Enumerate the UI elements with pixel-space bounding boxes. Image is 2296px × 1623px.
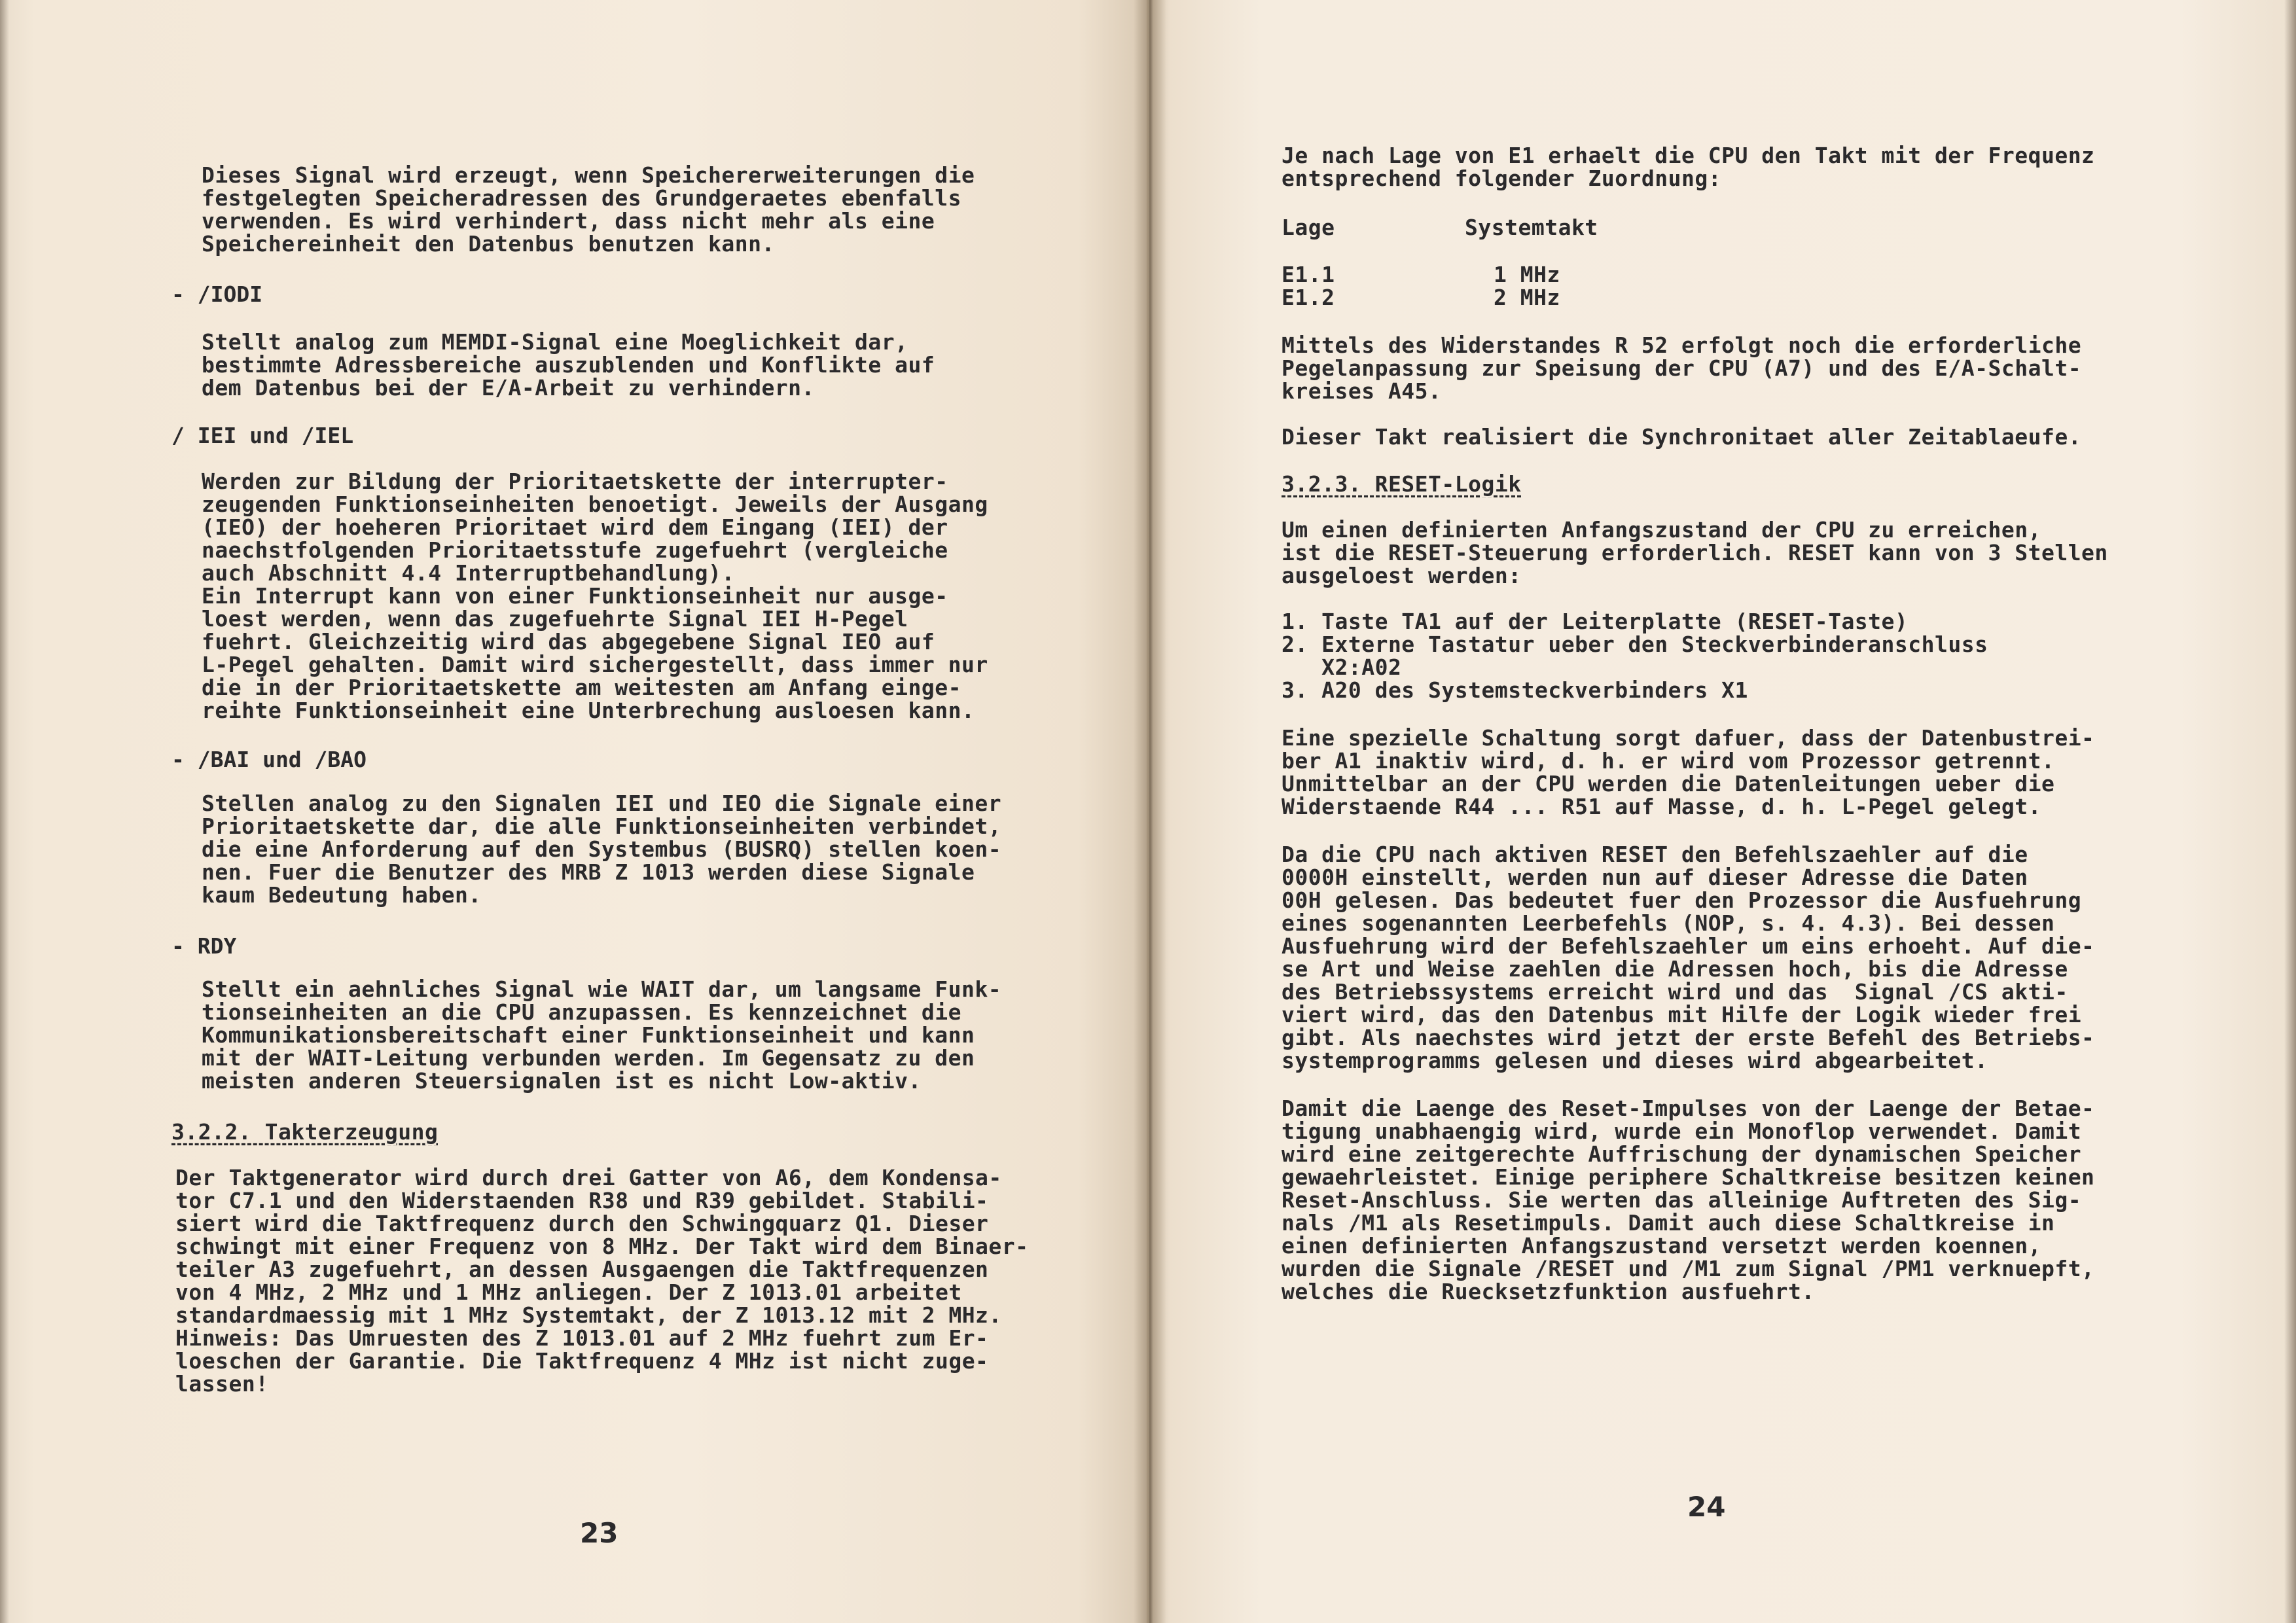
page-edge-left: [0, 0, 9, 1623]
book-gutter: [1134, 0, 1166, 1623]
text-line: bestimmte Adressbereiche auszublenden und Konflikte auf: [202, 352, 935, 378]
text-line: siert wird die Taktfrequenz durch den Schwingquarz Q1. Dieser: [175, 1211, 989, 1236]
text-line: kreises A45.: [1282, 378, 1442, 404]
text-line: teiler A3 zugefuehrt, an dessen Ausgaengen die Taktfrequenzen: [175, 1257, 989, 1282]
text-line: lassen!: [175, 1371, 269, 1397]
list-item: 2. Externe Tastatur ueber den Steckverbinderanschluss: [1282, 632, 1988, 657]
table-cell: 2 MHz: [1494, 285, 1560, 310]
text-line: Stellt analog zum MEMDI-Signal eine Moeglichkeit dar,: [202, 329, 908, 355]
text-line: Unmittelbar an der CPU werden die Datenleitungen ueber die: [1282, 771, 2055, 796]
text-line: gibt. Als naechstes wird jetzt der erste Befehl des Betriebs-: [1282, 1025, 2095, 1050]
list-item: 1. Taste TA1 auf der Leiterplatte (RESET-Taste): [1282, 609, 1909, 634]
text-line: Werden zur Bildung der Prioritaetskette der interrupter-: [202, 469, 948, 494]
text-line: loeschen der Garantie. Die Taktfrequenz 4 MHz ist nicht zuge-: [175, 1348, 989, 1374]
page-number-right: 24: [1687, 1491, 1726, 1523]
text-line: einen definierten Anfangszustand versetzt werden koennen,: [1282, 1233, 2041, 1258]
text-line: nen. Fuer die Benutzer des MRB Z 1013 werden diese Signale: [202, 859, 975, 885]
text-line: dem Datenbus bei der E/A-Arbeit zu verhindern.: [202, 375, 815, 401]
text-line: welches die Ruecksetzfunktion ausfuehrt.: [1282, 1279, 1815, 1304]
text-line: se Art und Weise zaehlen die Adressen hoch, bis die Adresse: [1282, 956, 2068, 982]
section-heading-takterzeugung: 3.2.2. Takterzeugung: [171, 1119, 439, 1145]
text-line: von 4 MHz, 2 MHz und 1 MHz anliegen. Der Z 1013.01 arbeitet: [175, 1279, 962, 1305]
text-line: Da die CPU nach aktiven RESET den Befehlszaehler auf die: [1282, 842, 2028, 867]
signal-heading-iei: / IEI und /IEL: [171, 423, 354, 448]
text-line: nals /M1 als Resetimpuls. Damit auch diese Schaltkreise in: [1282, 1210, 2055, 1236]
text-line: Stellt ein aehnliches Signal wie WAIT dar, um langsame Funk-: [202, 976, 1002, 1002]
text-line: loest werden, wenn das zugefuehrte Signal IEI H-Pegel: [202, 606, 908, 632]
list-item: 3. A20 des Systemsteckverbinders X1: [1282, 677, 1748, 703]
list-item: X2:A02: [1282, 654, 1402, 680]
page-number-left: 23: [580, 1517, 619, 1549]
text-line: Reset-Anschluss. Sie werten das alleinige Auftreten des Sig-: [1282, 1187, 2082, 1213]
text-line: gewaehrleistet. Einige periphere Schaltkreise besitzen keinen: [1282, 1164, 2095, 1190]
text-line: Je nach Lage von E1 erhaelt die CPU den Takt mit der Frequenz: [1282, 143, 2095, 168]
text-line: Eine spezielle Schaltung sorgt dafuer, dass der Datenbustrei-: [1282, 725, 2095, 751]
text-line: 0000H einstellt, werden nun auf dieser Adresse die Daten: [1282, 865, 2028, 890]
table-header: Lage: [1282, 215, 1335, 240]
text-line: viert wird, das den Datenbus mit Hilfe der Logik wieder frei: [1282, 1002, 2082, 1027]
text-line: des Betriebssystems erreicht wird und das Signal /CS akti-: [1282, 979, 2068, 1005]
text-line: Hinweis: Das Umruesten des Z 1013.01 auf 2 MHz fuehrt zum Er-: [175, 1325, 989, 1351]
text-line: Widerstaende R44 ... R51 auf Masse, d. h. L-Pegel gelegt.: [1282, 794, 2041, 819]
text-line: eines sogenannten Leerbefehls (NOP, s. 4. 4.3). Bei dessen: [1282, 910, 2055, 936]
text-line: Speichereinheit den Datenbus benutzen kann.: [202, 231, 775, 257]
text-line: die in der Prioritaetskette am weitesten am Anfang einge-: [202, 675, 961, 700]
table-header: Systemtakt: [1465, 215, 1598, 240]
text-line: wurden die Signale /RESET und /M1 zum Signal /PM1 verknuepft,: [1282, 1256, 2095, 1281]
text-line: Kommunikationsbereitschaft einer Funktionseinheit und kann: [202, 1022, 975, 1048]
text-line: meisten anderen Steuersignalen ist es nicht Low-aktiv.: [202, 1068, 922, 1094]
text-line: reihte Funktionseinheit eine Unterbrechung ausloesen kann.: [202, 698, 975, 723]
text-line: zeugenden Funktionseinheiten benoetigt. Jeweils der Ausgang: [202, 491, 988, 517]
text-line: Pegelanpassung zur Speisung der CPU (A7) und des E/A-Schalt-: [1282, 355, 2082, 381]
table-cell: E1.1: [1282, 262, 1335, 287]
text-line: Stellen analog zu den Signalen IEI und IEO die Signale einer: [202, 791, 1002, 816]
text-line: Der Taktgenerator wird durch drei Gatter von A6, dem Kondensa-: [175, 1165, 1002, 1190]
text-line: Dieses Signal wird erzeugt, wenn Speichererweiterungen die: [202, 162, 975, 188]
signal-heading-bai: - /BAI und /BAO: [171, 747, 367, 772]
right-para2: Dieser Takt realisiert die Synchronitaet aller Zeitablaeufe.: [1282, 424, 2082, 450]
text-line: wird eine zeitgerechte Auffrischung der dynamischen Speicher: [1282, 1141, 2082, 1167]
text-line: ber A1 inaktiv wird, d. h. er wird vom Prozessor getrennt.: [1282, 748, 2055, 774]
text-line: Prioritaetskette dar, die alle Funktionseinheiten verbindet,: [202, 813, 1002, 839]
text-line: kaum Bedeutung haben.: [202, 882, 482, 908]
text-line: ausgeloest werden:: [1282, 563, 1522, 588]
text-line: fuehrt. Gleichzeitig wird das abgegebene Signal IEO auf: [202, 629, 935, 654]
text-line: Ein Interrupt kann von einer Funktionseinheit nur ausge-: [202, 583, 948, 609]
table-cell: E1.2: [1282, 285, 1335, 310]
text-line: tor C7.1 und den Widerstaenden R38 und R39 gebildet. Stabili-: [175, 1188, 989, 1213]
text-line: L-Pegel gehalten. Damit wird sichergestellt, dass immer nur: [202, 652, 988, 677]
text-line: systemprogramms gelesen und dieses wird abgearbeitet.: [1282, 1048, 1988, 1073]
text-line: (IEO) der hoeheren Prioritaet wird dem Eingang (IEI) der: [202, 514, 948, 540]
text-line: verwenden. Es wird verhindert, dass nicht mehr als eine: [202, 208, 935, 234]
table-cell: 1 MHz: [1494, 262, 1560, 287]
text-line: schwingt mit einer Frequenz von 8 MHz. Der Takt wird dem Binaer-: [175, 1234, 1029, 1259]
text-line: Ausfuehrung wird der Befehlszaehler um eins erhoeht. Auf die-: [1282, 933, 2095, 959]
text-line: 00H gelesen. Das bedeutet fuer den Prozessor die Ausfuehrung: [1282, 887, 2082, 913]
section-heading-reset: 3.2.3. RESET-Logik: [1282, 471, 1522, 497]
text-line: tionseinheiten an die CPU anzupassen. Es kennzeichnet die: [202, 999, 961, 1025]
text-line: auch Abschnitt 4.4 Interruptbehandlung).: [202, 560, 735, 586]
text-line: ist die RESET-Steuerung erforderlich. RESET kann von 3 Stellen: [1282, 540, 2108, 565]
text-line: die eine Anforderung auf den Systembus (BUSRQ) stellen koen-: [202, 836, 1002, 862]
text-line: tigung unabhaengig wird, wurde ein Monoflop verwendet. Damit: [1282, 1118, 2082, 1144]
signal-heading-iodi: - /IODI: [171, 281, 263, 307]
text-line: mit der WAIT-Leitung verbunden werden. Im Gegensatz zu den: [202, 1045, 975, 1071]
text-line: standardmaessig mit 1 MHz Systemtakt, der Z 1013.12 mit 2 MHz.: [175, 1302, 1002, 1328]
text-line: Damit die Laenge des Reset-Impulses von der Laenge der Betae-: [1282, 1096, 2095, 1121]
page-edge-right: [2284, 0, 2296, 1623]
text-line: naechstfolgenden Prioritaetsstufe zugefuehrt (vergleiche: [202, 537, 948, 563]
text-line: festgelegten Speicheradressen des Grundgeraetes ebenfalls: [202, 185, 961, 211]
text-line: Mittels des Widerstandes R 52 erfolgt noch die erforderliche: [1282, 332, 2082, 358]
text-line: Um einen definierten Anfangszustand der CPU zu erreichen,: [1282, 517, 2041, 543]
text-line: entsprechend folgender Zuordnung:: [1282, 166, 1722, 191]
signal-heading-rdy: - RDY: [171, 933, 237, 959]
